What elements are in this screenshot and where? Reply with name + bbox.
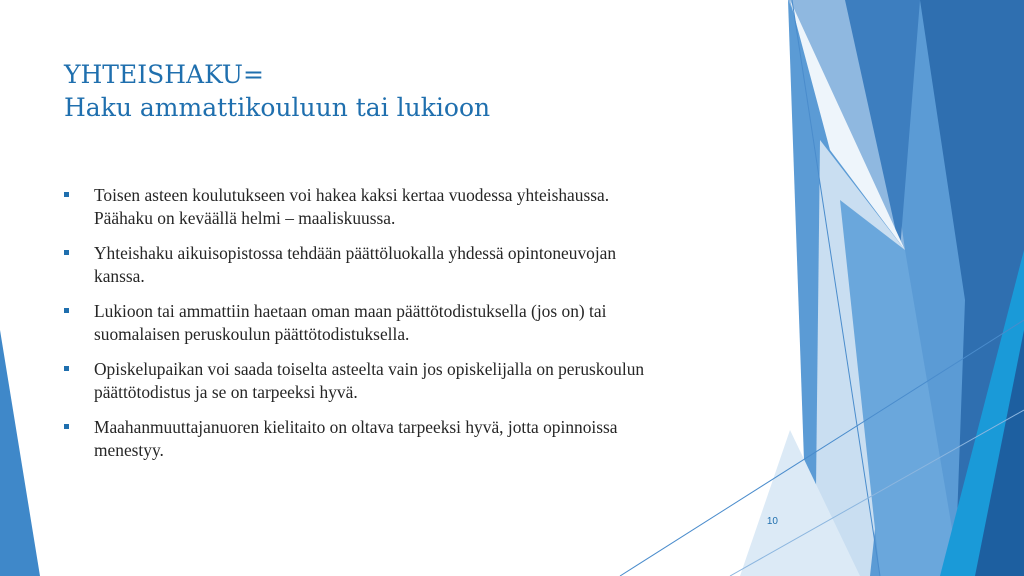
bullet-text-line: Päähaku on keväällä helmi – maaliskuussa. [94,208,396,228]
bullet-text-line: Toisen asteen koulutukseen voi hakea kaksi kertaa vuodessa yhteishaussa. [94,185,610,205]
bullet-text-line: päättötodistus ja se on tarpeeksi hyvä. [94,382,358,402]
title-line-1: YHTEISHAKU= [64,60,264,89]
title-line-2: Haku ammattikouluun tai lukioon [64,93,491,122]
bullet-square-icon [64,250,69,255]
bullet-text-line: Maahanmuuttajanuoren kielitaito on oltava tarpeeksi hyvä, jotta opinnoissa [94,417,618,437]
bullet-square-icon [64,308,69,313]
bullet-text-line: suomalaisen peruskoulun päättötodistuksella. [94,324,410,344]
bullet-square-icon [64,192,69,197]
bullet-item [64,358,754,404]
bullet-text-line: Lukioon tai ammattiin haetaan oman maan päättötodistuksella (jos on) tai [94,301,607,321]
bullet-item [64,242,754,288]
slide-number: 10 [766,516,778,527]
bullet-text-line: kanssa. [94,266,145,286]
bullet-item [64,416,754,462]
bullet-text-line: menestyy. [94,440,164,460]
bullet-item [64,300,754,346]
bullet-square-icon [64,366,69,371]
bullet-text-line: Yhteishaku aikuisopistossa tehdään päättöluokalla yhdessä opintoneuvojan [94,243,617,263]
left-edge-shape [0,330,40,576]
bullet-item [64,184,754,230]
bullet-text-line: Opiskelupaikan voi saada toiselta asteelta vain jos opiskelijalla on peruskoulun [94,359,645,379]
slide-title [64,58,744,124]
bullet-list [64,184,754,474]
bullet-square-icon [64,424,69,429]
